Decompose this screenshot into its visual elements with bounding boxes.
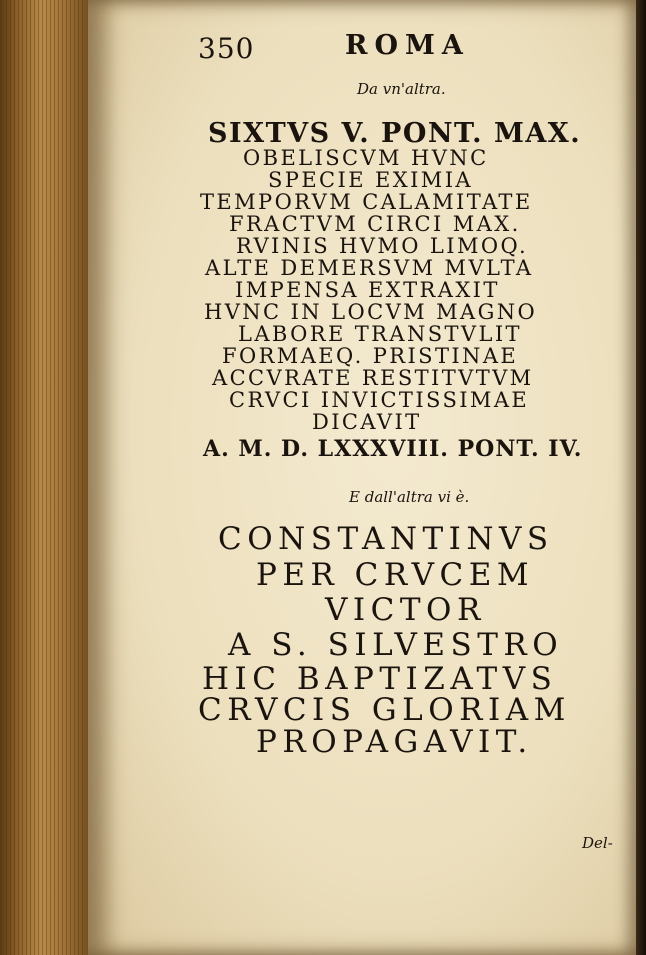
inscription-two-caption: E dall'altra vi è. [349, 488, 470, 506]
inscription-one-line: CRVCI INVICTISSIMAE [229, 388, 530, 412]
inscription-one-line: FRACTVM CIRCI MAX. [229, 212, 521, 236]
inscription-one-line: IMPENSA EXTRAXIT [235, 278, 500, 302]
inscription-one-line: LABORE TRANSTVLIT [238, 322, 522, 346]
inscription-two-line: CONSTANTINVS [218, 521, 554, 557]
inscription-two-line: HIC BAPTIZATVS [202, 661, 558, 697]
inscription-one-line: TEMPORVM CALAMITATE [200, 190, 533, 214]
inscription-one-line: ALTE DEMERSVM MVLTA [205, 256, 534, 280]
page-edges [6, 0, 86, 955]
inscription-one-caption: Da vn'altra. [357, 80, 446, 98]
inscription-one-line: FORMAEQ. PRISTINAE [222, 344, 519, 368]
inscription-two-line: VICTOR [325, 592, 486, 628]
catchword: Del- [582, 834, 613, 852]
inscription-two-line: PROPAGAVIT. [256, 724, 533, 760]
inscription-two-line: A S. SILVESTRO [228, 627, 564, 663]
inscription-one-line: SPECIE EXIMIA [268, 168, 473, 192]
inscription-one-line: ACCVRATE RESTITVTVM [212, 366, 534, 390]
inscription-one-line: A. M. D. LXXXVIII. PONT. IV. [203, 436, 583, 462]
page-number: 350 [198, 32, 255, 65]
inscription-one-line: HVNC IN LOCVM MAGNO [204, 300, 538, 324]
inscription-one-line: RVINIS HVMO LIMOQ. [236, 234, 529, 258]
inscription-two-line: PER CRVCEM [256, 557, 535, 593]
inscription-one-line: OBELISCVM HVNC [243, 146, 489, 170]
page-shadow-edge [636, 0, 646, 955]
inscription-one-line: SIXTVS V. PONT. MAX. [208, 118, 582, 149]
inscription-two-line: CRVCIS GLORIAM [198, 692, 571, 728]
running-head: ROMA [345, 30, 470, 61]
inscription-one-line: DICAVIT [312, 410, 422, 434]
